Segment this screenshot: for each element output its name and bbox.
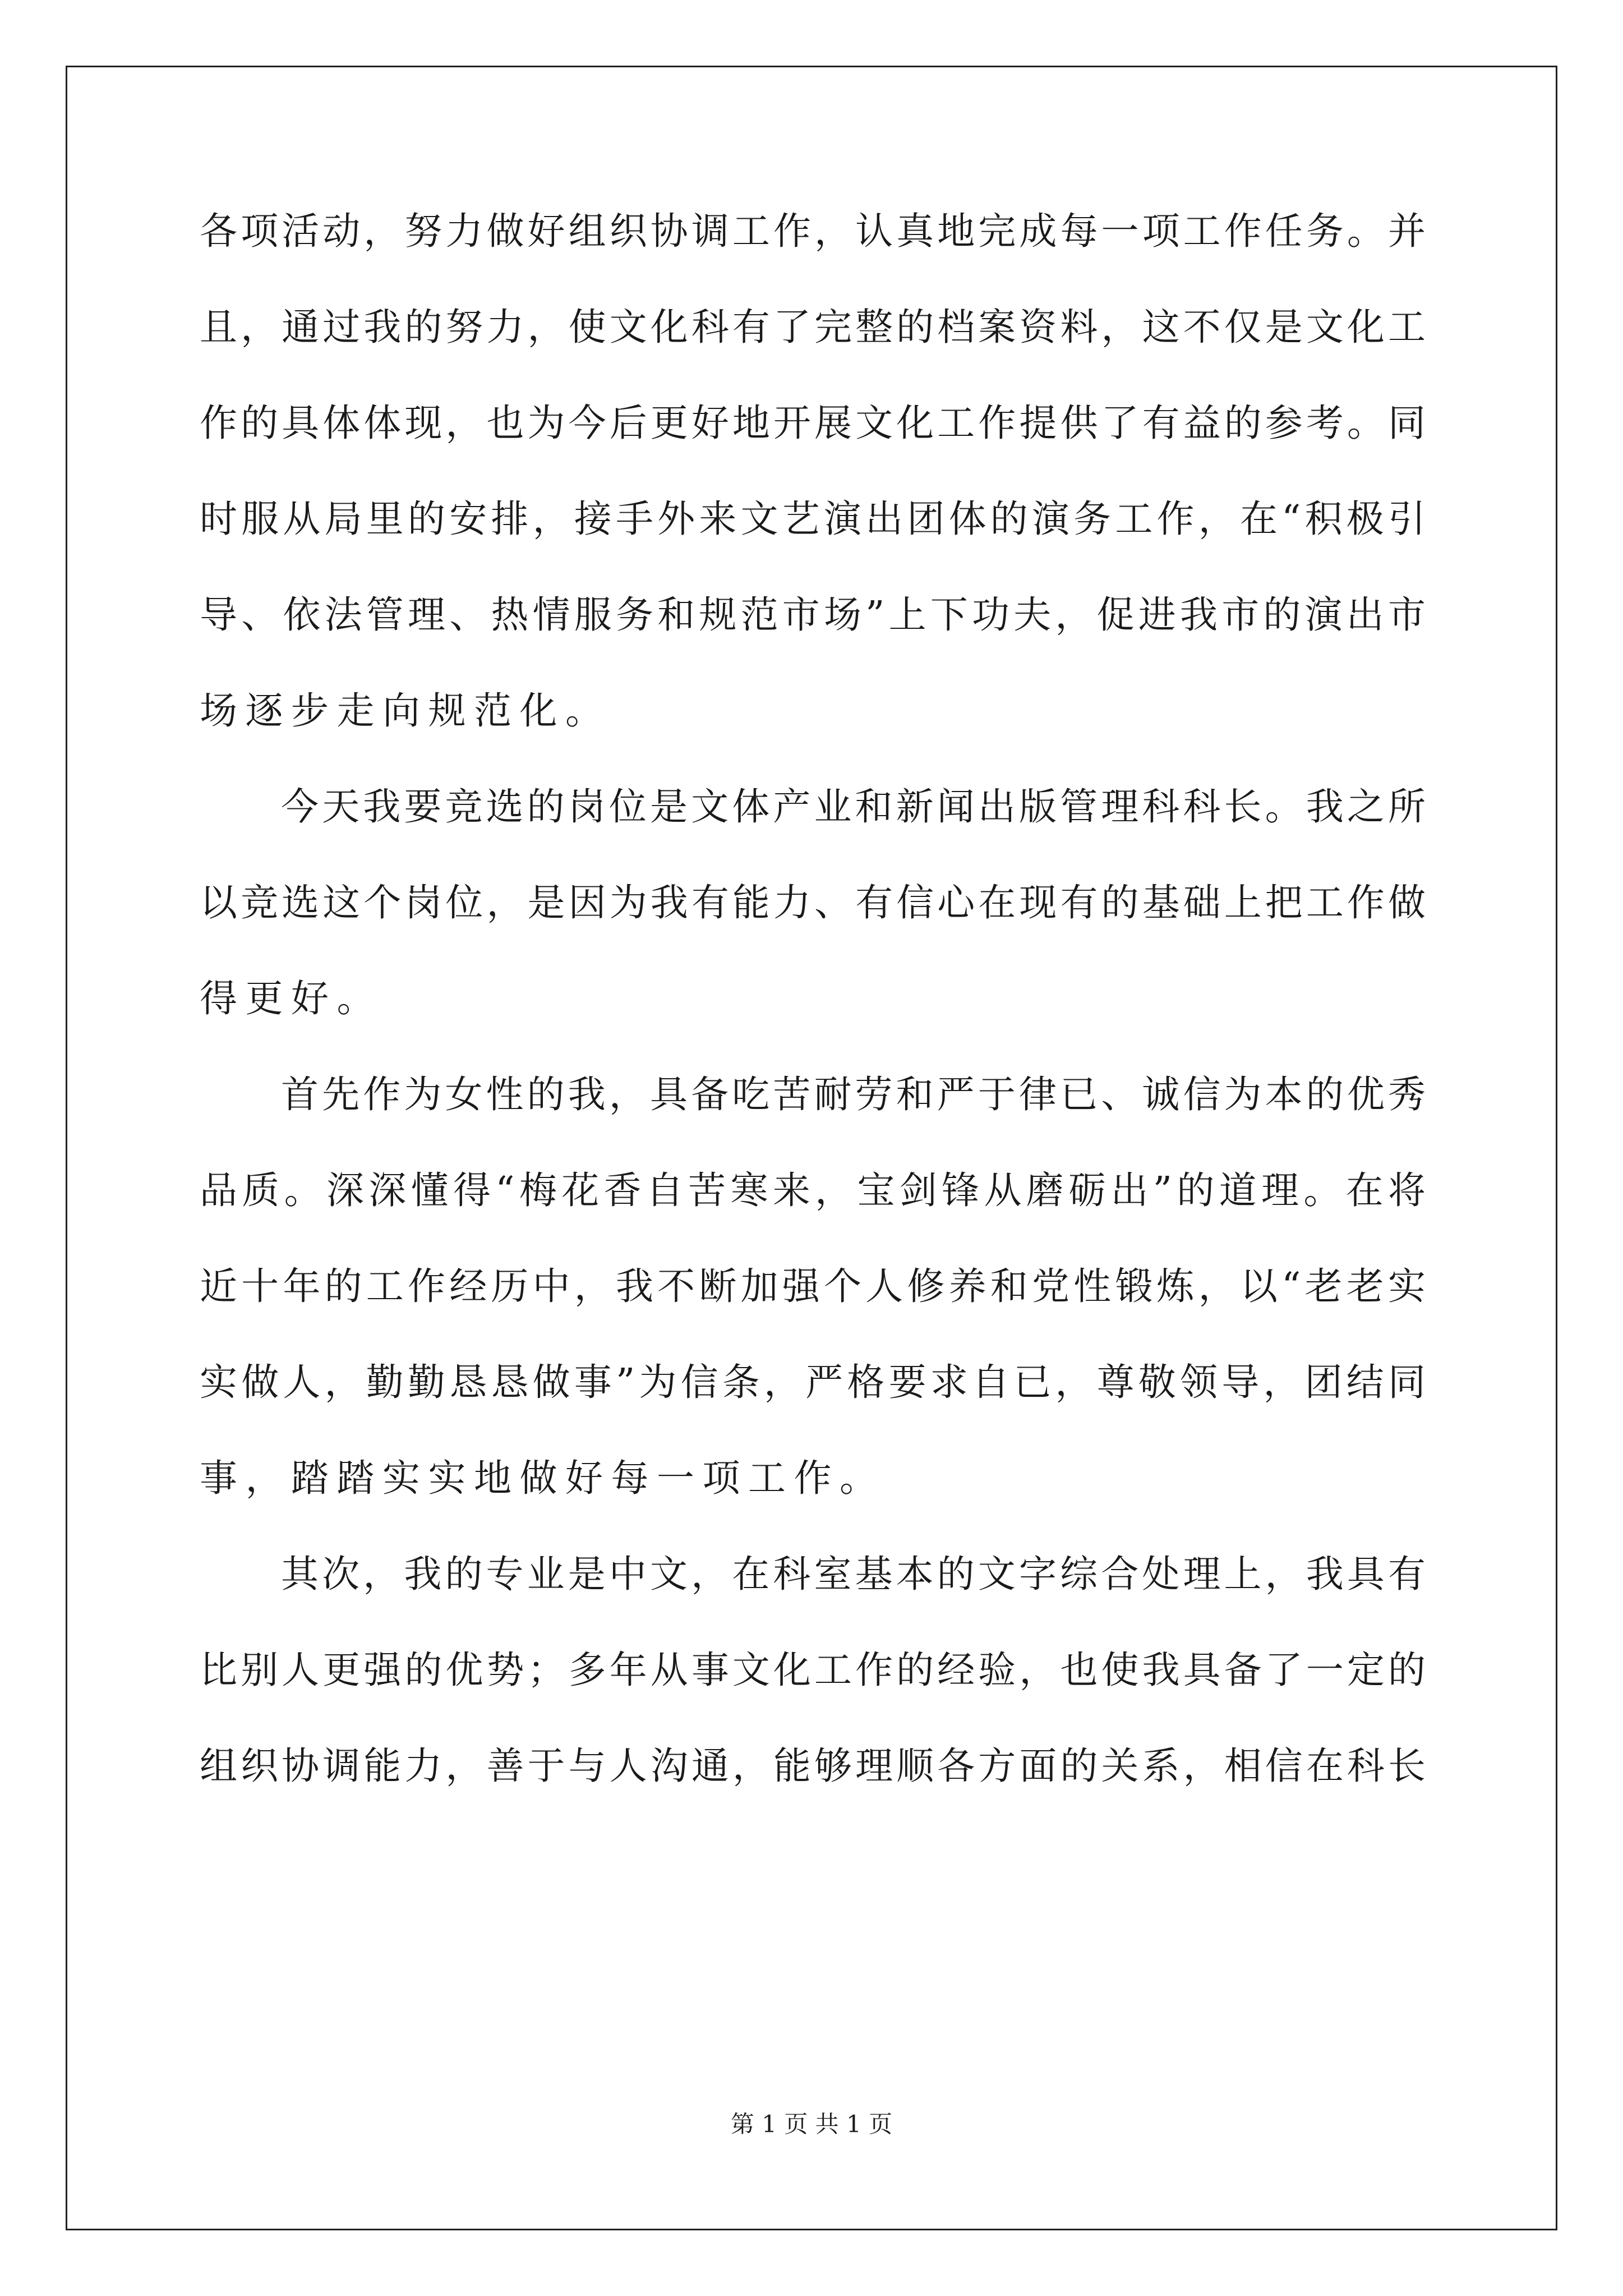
text-line: 时服从局里的安排，接手外来文艺演出团体的演务工作，在“积极引 — [200, 497, 1426, 541]
text-line: 首先作为女性的我，具备吃苦耐劳和严于律已、诚信为本的优秀 — [281, 1073, 1426, 1116]
text-line: 导、依法管理、热情服务和规范市场”上下功夫，促进我市的演出市 — [200, 593, 1426, 637]
text-line: 各项活动，努力做好组织协调工作，认真地完成每一项工作任务。并 — [200, 209, 1426, 253]
document-body — [200, 209, 1426, 1839]
text-line: 组织协调能力，善于与人沟通，能够理顺各方面的关系，相信在科长 — [200, 1744, 1426, 1788]
text-line: 实做人，勤勤恳恳做事”为信条，严格要求自已，尊敬领导，团结同 — [200, 1360, 1426, 1404]
page-number: 第 1 页 共 1 页 — [730, 2110, 893, 2138]
text-line: 其次，我的专业是中文，在科室基本的文字综合处理上，我具有 — [281, 1552, 1426, 1596]
text-line: 事，踏踏实实地做好每一项工作。 — [200, 1456, 886, 1500]
text-line: 得更好。 — [200, 977, 382, 1020]
text-line: 作的具体体现，也为今后更好地开展文化工作提供了有益的参考。同 — [200, 401, 1426, 445]
text-line: 且，通过我的努力，使文化科有了完整的档案资料，这不仅是文化工 — [200, 305, 1426, 349]
text-line: 以竞选这个岗位，是因为我有能力、有信心在现有的基础上把工作做 — [200, 881, 1426, 924]
text-line: 比别人更强的优势；多年从事文化工作的经验，也使我具备了一定的 — [200, 1648, 1426, 1692]
text-line: 场逐步走向规范化。 — [200, 689, 611, 733]
text-line: 品质。深深懂得“梅花香自苦寒来，宝剑锋从磨砺出”的道理。在将 — [200, 1168, 1426, 1212]
text-line: 近十年的工作经历中，我不断加强个人修养和党性锻炼，以“老老实 — [200, 1264, 1426, 1308]
text-line: 今天我要竞选的岗位是文体产业和新闻出版管理科科长。我之所 — [281, 785, 1426, 829]
